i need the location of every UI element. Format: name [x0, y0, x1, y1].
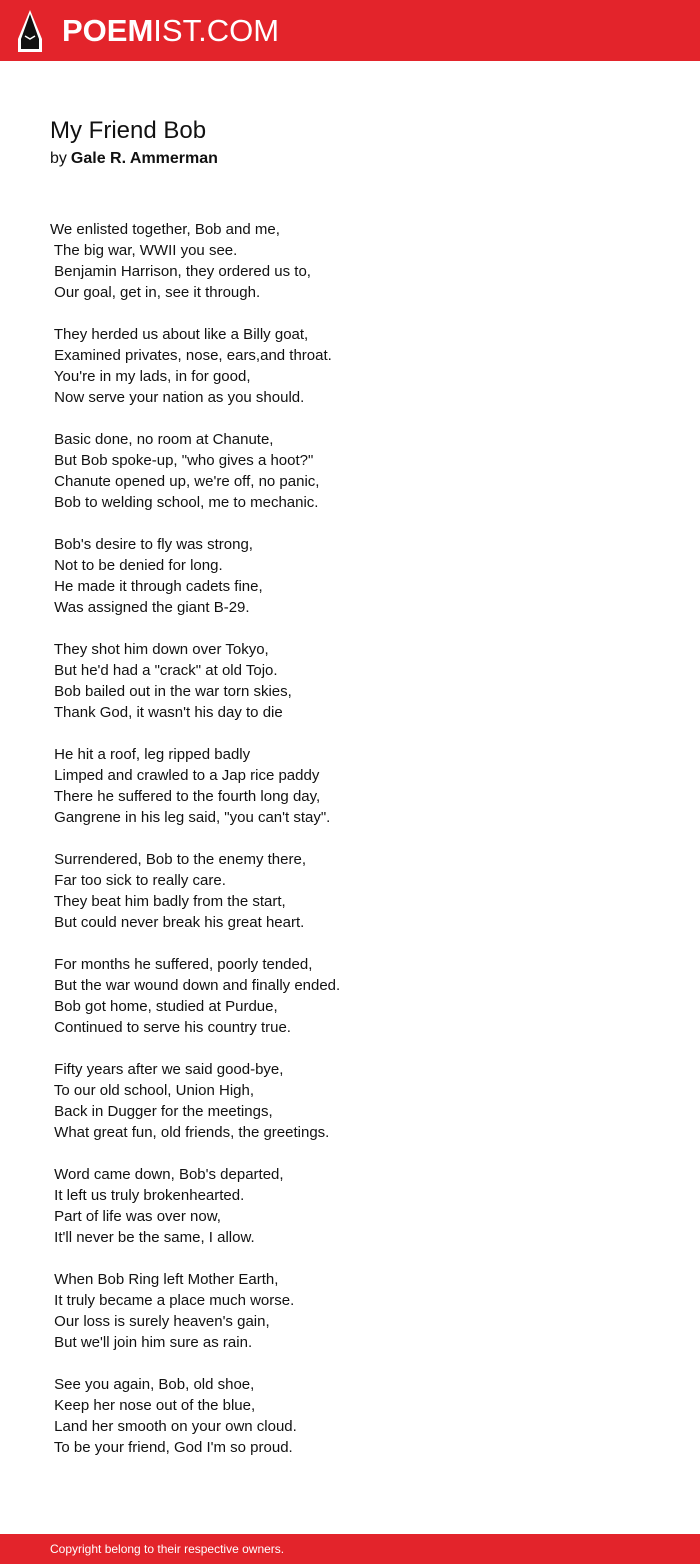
poem-line: You're in my lads, in for good,	[50, 368, 251, 385]
stanza	[50, 639, 650, 723]
poem-line: Our goal, get in, see it through.	[50, 284, 261, 301]
logo-bold-text: POEM	[62, 13, 154, 48]
poem-line: We enlisted together, Bob and me,	[50, 221, 280, 238]
pencil-tip-icon[interactable]	[16, 9, 44, 53]
logo-light-text: IST.COM	[153, 13, 280, 48]
poem-byline	[50, 148, 218, 170]
poem-line: Back in Dugger for the meetings,	[50, 1103, 273, 1120]
poem-line: To our old school, Union High,	[50, 1082, 255, 1099]
stanza	[50, 1164, 650, 1248]
poem-line: Thank God, it wasn't his day to die	[50, 704, 283, 721]
stanza	[50, 954, 650, 1038]
poem-line: Was assigned the giant B-29.	[50, 599, 250, 616]
poem-line: He made it through cadets fine,	[50, 578, 263, 595]
site-footer	[0, 1534, 700, 1564]
poem-line: Bob got home, studied at Purdue,	[50, 998, 278, 1015]
stanza	[50, 219, 650, 303]
stanza	[50, 534, 650, 618]
poem-line: To be your friend, God I'm so proud.	[50, 1439, 293, 1456]
poem-line: There he suffered to the fourth long day,	[50, 788, 321, 805]
poem-line: Word came down, Bob's departed,	[50, 1166, 284, 1183]
poem-line: Benjamin Harrison, they ordered us to,	[50, 263, 311, 280]
stanza	[50, 324, 650, 408]
poem-line: Land her smooth on your own cloud.	[50, 1418, 297, 1435]
poem-line: It left us truly brokenhearted.	[50, 1187, 245, 1204]
poem-line: Bob's desire to fly was strong,	[50, 536, 253, 553]
site-logo[interactable]	[62, 11, 279, 51]
by-label: by	[50, 150, 67, 167]
copyright-notice: Copyright belong to their respective owners.	[50, 1542, 285, 1556]
poem-line: But Bob spoke-up, "who gives a hoot?"	[50, 452, 314, 469]
poem-line: The big war, WWII you see.	[50, 242, 238, 259]
poem-line: They herded us about like a Billy goat,	[50, 326, 309, 343]
poem-line: Fifty years after we said good-bye,	[50, 1061, 284, 1078]
poem-line: See you again, Bob, old shoe,	[50, 1376, 255, 1393]
poem-line: Limped and crawled to a Jap rice paddy	[50, 767, 320, 784]
poem-line: Keep her nose out of the blue,	[50, 1397, 256, 1414]
poem-line: But the war wound down and finally ended.	[50, 977, 341, 994]
stanza	[50, 1059, 650, 1143]
poem-line: It truly became a place much worse.	[50, 1292, 295, 1309]
poem-title: My Friend Bob	[50, 117, 207, 144]
poem-line: What great fun, old friends, the greetings.	[50, 1124, 330, 1141]
poem-line: Not to be denied for long.	[50, 557, 223, 574]
poem-line: Bob bailed out in the war torn skies,	[50, 683, 292, 700]
poem-line: Our loss is surely heaven's gain,	[50, 1313, 270, 1330]
poem-line: But we'll join him sure as rain.	[50, 1334, 253, 1351]
poem-line: Bob to welding school, me to mechanic.	[50, 494, 319, 511]
poem-line: Basic done, no room at Chanute,	[50, 431, 274, 448]
poem-line: Far too sick to really care.	[50, 872, 226, 889]
poem-line: They beat him badly from the start,	[50, 893, 286, 910]
poem-line: Chanute opened up, we're off, no panic,	[50, 473, 320, 490]
stanza	[50, 744, 650, 828]
stanza	[50, 429, 650, 513]
stanza	[50, 1269, 650, 1353]
poem-line: Now serve your nation as you should.	[50, 389, 305, 406]
poem-line: For months he suffered, poorly tended,	[50, 956, 313, 973]
poem-line: Gangrene in his leg said, "you can't stay".	[50, 809, 331, 826]
poem-line: When Bob Ring left Mother Earth,	[50, 1271, 279, 1288]
poem-line: Examined privates, nose, ears,and throat.	[50, 347, 332, 364]
stanza	[50, 1374, 650, 1458]
stanza	[50, 849, 650, 933]
poem-line: He hit a roof, leg ripped badly	[50, 746, 251, 763]
poem-body	[50, 219, 650, 1479]
author-name[interactable]: Gale R. Ammerman	[70, 150, 218, 167]
poem-line: Part of life was over now,	[50, 1208, 221, 1225]
poem-line: They shot him down over Tokyo,	[50, 641, 269, 658]
poem-line: Continued to serve his country true.	[50, 1019, 291, 1036]
poem-line: But could never break his great heart.	[50, 914, 305, 931]
poem-line: It'll never be the same, I allow.	[50, 1229, 255, 1246]
poem-line: But he'd had a "crack" at old Tojo.	[50, 662, 278, 679]
poem-line: Surrendered, Bob to the enemy there,	[50, 851, 306, 868]
site-header	[0, 0, 700, 61]
